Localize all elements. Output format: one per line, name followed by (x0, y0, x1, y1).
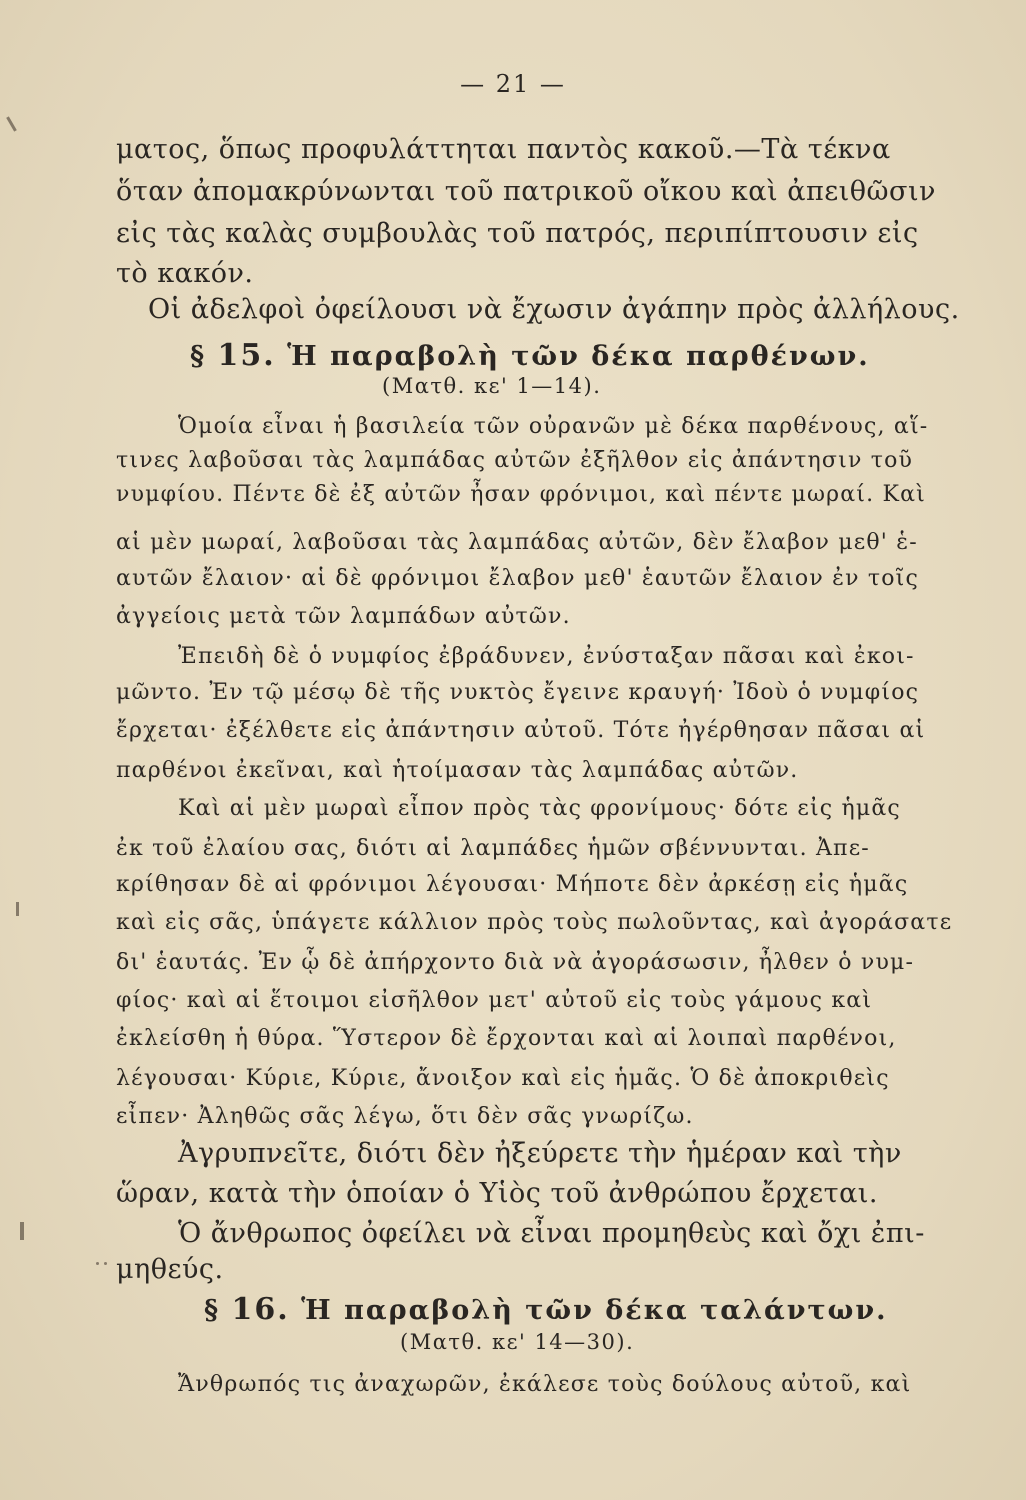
text-line: τινες λαβοῦσαι τὰς λαμπάδας αὐτῶν ἐξῆλθον εἰς ἀπάντησιν τοῦ (116, 448, 914, 473)
text-line: ὥραν, κατὰ τὴν ὁποίαν ὁ Υἱὸς τοῦ ἀνθρώπου ἔρχεται. (116, 1178, 878, 1209)
text-line: τὸ κακόν. (116, 258, 254, 289)
text-line: Ἀγρυπνεῖτε, διότι δὲν ἠξεύρετε τὴν ἡμέραν καὶ τὴν (178, 1138, 902, 1169)
text-line: αυτῶν ἔλαιον· αἱ δὲ φρόνιμοι ἔλαβον μεθ' ἑαυτῶν ἔλαιον ἐν τοῖς (116, 566, 920, 591)
text-line: κρίθησαν δὲ αἱ φρόνιμοι λέγουσαι· Μήποτε δὲν ἀρκέσῃ εἰς ἡμᾶς (116, 872, 909, 897)
text-line: λέγουσαι· Κύριε, Κύριε, ἄνοιξον καὶ εἰς ἡμᾶς. Ὁ δὲ ἀποκριθεὶς (116, 1066, 890, 1091)
text-line: ὅταν ἀπομακρύνωνται τοῦ πατρικοῦ οἴκου καὶ ἀπειθῶσιν (116, 176, 936, 207)
section-heading-15 (190, 338, 870, 373)
section-heading-16 (204, 1292, 888, 1327)
text-line: ματος, ὅπως προφυλάττηται παντὸς κακοῦ.—Τὰ τέκνα (116, 134, 891, 165)
text-line: δι' ἑαυτάς. Ἐν ᾧ δὲ ἀπήρχοντο διὰ νὰ ἀγοράσωσιν, ἦλθεν ὁ νυμ- (116, 950, 915, 975)
text-line: Καὶ αἱ μὲν μωραὶ εἶπον πρὸς τὰς φρονίμους· δότε εἰς ἡμᾶς (178, 796, 901, 821)
text-line: Ἐπειδὴ δὲ ὁ νυμφίος ἐβράδυνεν, ἐνύσταξαν πᾶσαι καὶ ἐκοι- (178, 644, 915, 669)
section-symbol: § (190, 341, 207, 372)
text-line: καὶ εἰς σᾶς, ὑπάγετε κάλλιον πρὸς τοὺς πωλοῦντας, καὶ ἀγοράσατε (116, 910, 953, 935)
moral-line: Οἱ ἀδελφοὶ ὀφείλουσι νὰ ἔχωσιν ἀγάπην πρὸς ἀλλήλους. (148, 294, 960, 325)
ink-mark (96, 1262, 99, 1265)
scripture-reference: (Ματθ. κε' 14—30). (400, 1330, 635, 1354)
ink-mark (20, 1222, 24, 1240)
ink-mark (16, 902, 19, 916)
ink-mark (6, 116, 17, 131)
section-number: 16. (231, 1292, 290, 1327)
text-line: Ὁ ἄνθρωπος ὀφείλει νὰ εἶναι προμηθεὺς καὶ ὄχι ἐπι- (178, 1218, 925, 1249)
text-line: μῶντο. Ἐν τῷ μέσῳ δὲ τῆς νυκτὸς ἔγεινε κραυγή· Ἰδοὺ ὁ νυμφίος (116, 680, 920, 705)
text-line: ἐκλείσθη ἡ θύρα. Ὕστερον δὲ ἔρχονται καὶ αἱ λοιπαὶ παρθένοι, (116, 1026, 897, 1051)
page-number: — 21 — (460, 70, 566, 98)
section-number: 15. (217, 338, 276, 373)
section-symbol: § (204, 1295, 221, 1326)
text-line: ἐκ τοῦ ἐλαίου σας, διότι αἱ λαμπάδες ἡμῶν σβέννυνται. Ἀπε- (116, 836, 870, 861)
text-line: εἰς τὰς καλὰς συμβουλὰς τοῦ πατρός, περιπίπτουσιν εἰς (116, 218, 919, 249)
text-line: μηθεύς. (116, 1254, 224, 1285)
text-line: ἀγγείοις μετὰ τῶν λαμπάδων αὐτῶν. (116, 604, 571, 629)
text-line: φίος· καὶ αἱ ἕτοιμοι εἰσῆλθον μετ' αὐτοῦ εἰς τοὺς γάμους καὶ (116, 988, 873, 1013)
text-line: Ὁμοία εἶναι ἡ βασιλεία τῶν οὐρανῶν μὲ δέκα παρθένους, αἵ- (178, 414, 929, 439)
text-line: νυμφίου. Πέντε δὲ ἐξ αὐτῶν ἦσαν φρόνιμοι, καὶ πέντε μωραί. Καὶ (116, 482, 927, 507)
text-line: αἱ μὲν μωραί, λαβοῦσαι τὰς λαμπάδας αὐτῶν, δὲν ἔλαβον μεθ' ἑ- (116, 530, 918, 555)
section-title: Ἡ παραβολὴ τῶν δέκα ταλάντων. (301, 1295, 888, 1326)
text-line: παρθένοι ἐκεῖναι, καὶ ἡτοίμασαν τὰς λαμπάδας αὐτῶν. (116, 758, 799, 783)
ink-mark (104, 1262, 107, 1265)
text-line: ἔρχεται· ἐξέλθετε εἰς ἀπάντησιν αὐτοῦ. Τότε ἠγέρθησαν πᾶσαι αἱ (116, 718, 926, 743)
text-line: εἶπεν· Ἀληθῶς σᾶς λέγω, ὅτι δὲν σᾶς γνωρίζω. (116, 1104, 694, 1129)
text-line: Ἄνθρωπός τις ἀναχωρῶν, ἐκάλεσε τοὺς δούλους αὐτοῦ, καὶ (178, 1372, 912, 1397)
section-title: Ἡ παραβολὴ τῶν δέκα παρθένων. (287, 341, 870, 372)
scripture-reference: (Ματθ. κε' 1—14). (382, 374, 602, 398)
